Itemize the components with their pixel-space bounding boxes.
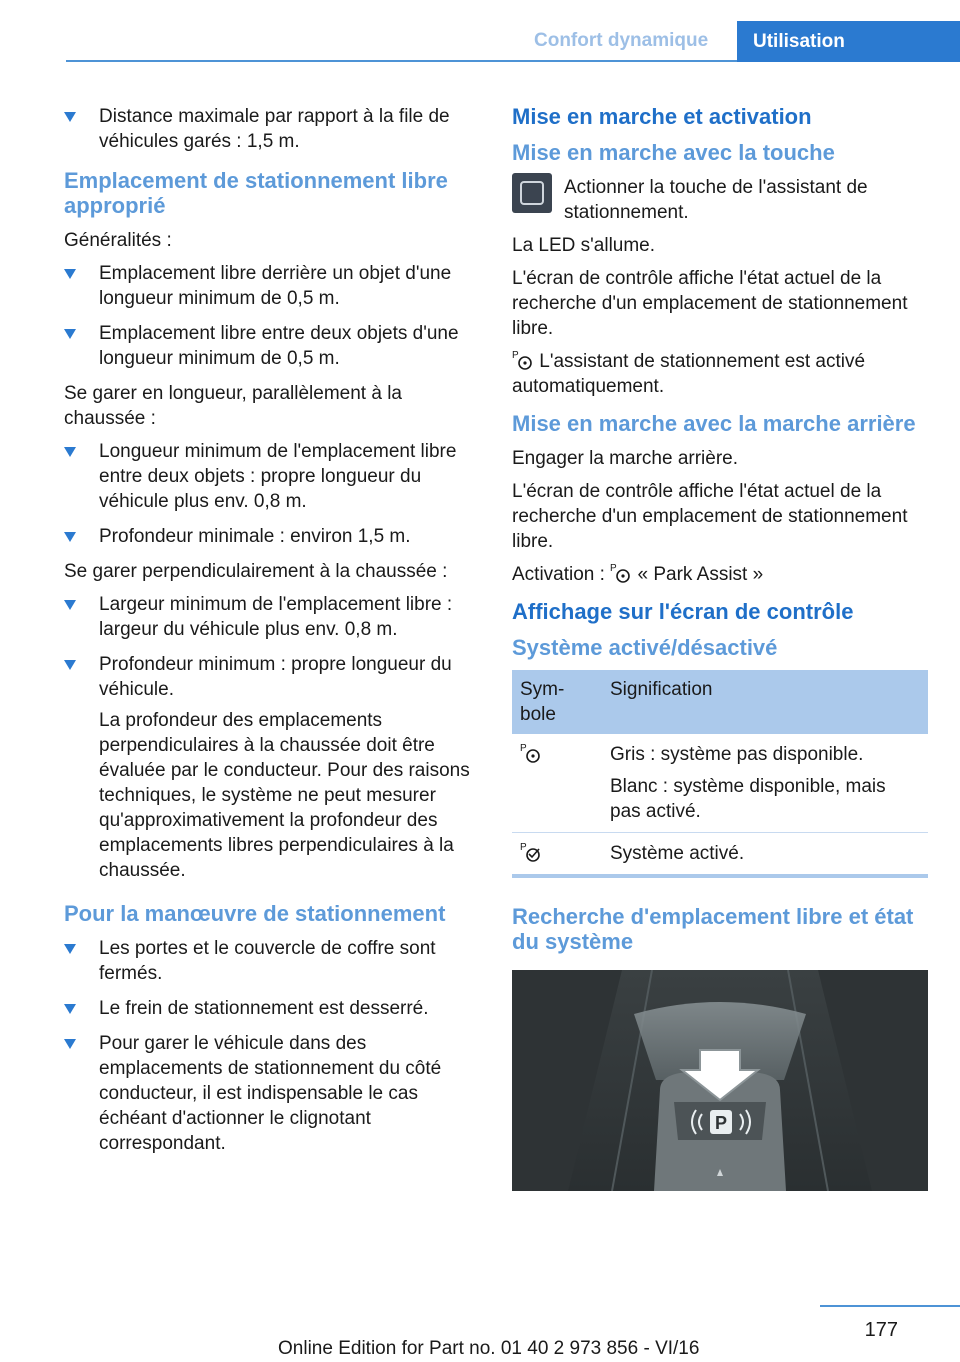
subsection-heading: Système activé/désactivé xyxy=(512,635,778,660)
table-row: P Système activé. xyxy=(512,833,928,877)
list-item: Largeur minimum de l'emplacement libre : largeur du véhicule plus env. 0,8 m. xyxy=(64,592,484,642)
svg-text:P: P xyxy=(520,842,527,853)
section-heading: Pour la manœuvre de stationnement xyxy=(64,901,446,926)
table-header-meaning: Signification xyxy=(602,670,928,734)
table-header-symbol: Sym-bole xyxy=(512,670,602,734)
svg-text:P: P xyxy=(610,563,617,574)
paragraph: Généralités : xyxy=(64,230,172,251)
bullet-triangle-icon xyxy=(64,329,76,339)
paragraph: La LED s'allume. xyxy=(512,235,656,256)
left-column xyxy=(64,104,484,1166)
bullet-triangle-icon xyxy=(64,447,76,457)
list-item-note: La profondeur des emplacements perpendiculaires à la chaussée doit être évaluée par le conducteur. Pour des raisons techniques, le système ne peut mesurer qu'approximativement la profondeur des emplacements libres perpendiculaires à la chaussée. xyxy=(99,710,470,881)
header-tab xyxy=(737,21,960,62)
section-heading: Recherche d'emplacement libre et état du système xyxy=(512,904,914,954)
subsection-heading: Mise en marche avec la marche arrière xyxy=(512,411,916,436)
section-heading: Mise en marche et activation xyxy=(512,104,812,129)
footer-rule xyxy=(820,1305,960,1307)
list-item: Profondeur minimale : environ 1,5 m. xyxy=(64,524,484,549)
table-row: P Gris : système pas disponible. Blanc : système disponible, mais pas activé. xyxy=(512,734,928,833)
bullet-triangle-icon xyxy=(64,600,76,610)
section-heading: Emplacement de stationnement libre approprié xyxy=(64,168,448,218)
header-tab-label: Utilisation xyxy=(753,31,845,52)
park-assist-icon xyxy=(520,742,542,764)
svg-text:P: P xyxy=(512,350,519,361)
list-item: Emplacement libre entre deux objets d'une longueur minimum de 0,5 m. xyxy=(64,321,484,371)
parking-search-display-image xyxy=(512,970,928,1191)
header-section: Confort dynamique xyxy=(534,30,709,51)
paragraph: Se garer en longueur, parallèlement à la chaussée : xyxy=(64,383,403,429)
park-assist-active-icon xyxy=(520,841,542,863)
edition-footer: Online Edition for Part no. 01 40 2 973 856 - VI/16 xyxy=(278,1338,700,1359)
bullet-triangle-icon xyxy=(64,1004,76,1014)
list-item: Pour garer le véhicule dans des emplacements de stationnement du côté conducteur, il est indispensable le cas échéant d'actionner le clignotant correspondant. xyxy=(64,1031,484,1156)
paragraph: Activation : P « Park Assist » xyxy=(512,563,764,585)
table-header-row xyxy=(512,670,928,734)
park-assist-icon xyxy=(610,562,632,584)
subsection-heading: Mise en marche avec la touche xyxy=(512,140,835,165)
bullet-triangle-icon xyxy=(64,660,76,670)
parking-display-graphic xyxy=(512,970,928,1191)
paragraph: P L'assistant de stationnement est activé automatiquement. xyxy=(512,350,866,397)
svg-text:P: P xyxy=(520,743,527,754)
bullet-triangle-icon xyxy=(64,944,76,954)
list-item: Emplacement libre derrière un objet d'une longueur minimum de 0,5 m. xyxy=(64,261,484,311)
button-instruction: Actionner la touche de l'assistant de stationnement. xyxy=(512,175,928,225)
bullet-triangle-icon xyxy=(64,1039,76,1049)
section-heading: Affichage sur l'écran de contrôle xyxy=(512,599,854,624)
park-assist-button-icon xyxy=(512,173,552,213)
svg-text:P: P xyxy=(715,1113,728,1133)
list-item: Le frein de stationnement est desserré. xyxy=(64,996,484,1021)
paragraph: L'écran de contrôle affiche l'état actuel de la recherche d'un emplacement de stationnement libre. xyxy=(512,481,908,552)
paragraph: Se garer perpendiculairement à la chaussée : xyxy=(64,561,448,582)
list-item: Distance maximale par rapport à la file de véhicules garés : 1,5 m. xyxy=(64,104,484,154)
bullet-triangle-icon xyxy=(64,269,76,279)
list-item: Profondeur minimum : propre longueur du véhicule. xyxy=(64,652,484,702)
right-column xyxy=(512,104,928,1191)
bullet-triangle-icon xyxy=(64,532,76,542)
page-number: 177 xyxy=(864,1319,898,1341)
paragraph: Engager la marche arrière. xyxy=(512,448,738,469)
symbol-table xyxy=(512,670,928,878)
bullet-triangle-icon xyxy=(64,112,76,122)
paragraph: L'écran de contrôle affiche l'état actuel de la recherche d'un emplacement de stationnement libre. xyxy=(512,268,908,339)
park-assist-icon xyxy=(512,349,534,371)
list-item: Longueur minimum de l'emplacement libre entre deux objets : propre longueur du véhicule plus env. 0,8 m. xyxy=(64,439,484,514)
list-item: Les portes et le couvercle de coffre sont fermés. xyxy=(64,936,484,986)
